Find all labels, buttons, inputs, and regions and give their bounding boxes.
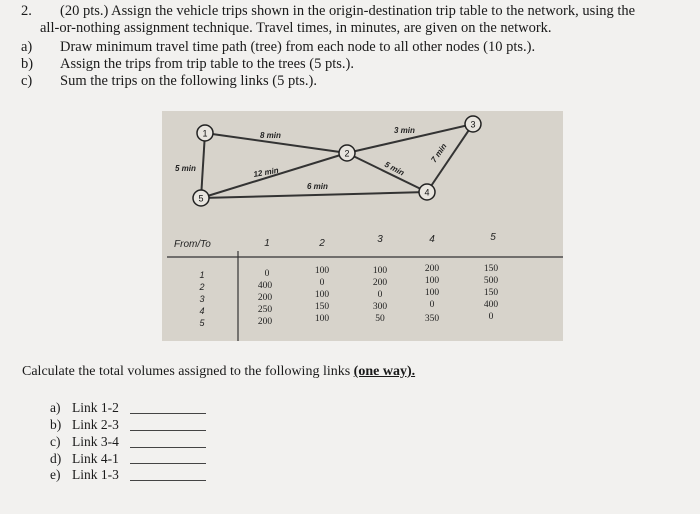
cell-3-1: 200	[257, 293, 273, 303]
node-4	[419, 184, 435, 200]
cell-4-5: 400	[483, 300, 499, 310]
network-diagram	[162, 111, 563, 341]
col-header-5: 5	[490, 232, 496, 243]
calc-emphasis: (one way).	[353, 364, 416, 379]
cell-4-3: 300	[372, 302, 388, 312]
answer-c-blank[interactable]	[130, 447, 206, 448]
part-b-letter: b)	[21, 56, 34, 72]
svg-text:2: 2	[344, 148, 350, 159]
cell-2-3: 200	[372, 278, 388, 288]
answer-b-blank[interactable]	[130, 430, 206, 431]
cell-2-1: 400	[257, 281, 273, 291]
cell-3-5: 150	[483, 288, 499, 298]
cell-4-2: 150	[314, 302, 330, 312]
svg-text:1: 1	[202, 128, 208, 139]
part-b-text: Assign the trips from trip table to the trees (5 pts.).	[60, 56, 354, 72]
cell-4-1: 250	[257, 305, 273, 315]
cell-1-3: 100	[372, 266, 388, 276]
cell-3-4: 100	[424, 288, 440, 298]
part-a-text: Draw minimum travel time path (tree) from each node to all other nodes (10 pts.).	[60, 39, 536, 55]
part-c-letter: c)	[21, 73, 33, 89]
col-header-3: 3	[377, 234, 383, 245]
link-5-4	[201, 192, 427, 198]
cell-1-2: 100	[314, 266, 330, 276]
node-5	[193, 190, 209, 206]
link-label-3-4: 7 min	[429, 141, 449, 165]
node-1	[197, 125, 213, 141]
cell-5-3: 50	[375, 314, 385, 324]
answer-a-blank[interactable]	[130, 413, 206, 414]
answer-e-text: Link 1-3	[72, 467, 119, 482]
cell-1-5: 150	[483, 264, 499, 274]
cell-1-1: 0	[264, 269, 270, 279]
answer-d-blank[interactable]	[130, 463, 206, 464]
link-label-2-4: 5 min	[383, 159, 406, 178]
cell-5-2: 100	[314, 314, 330, 324]
part-a-letter: a)	[21, 39, 33, 55]
cell-3-3: 0	[377, 290, 383, 300]
row-header-2: 2	[199, 282, 205, 292]
cell-1-4: 200	[424, 264, 440, 274]
link-label-2-3: 3 min	[394, 126, 415, 135]
cell-5-1: 200	[257, 317, 273, 327]
network-figure	[162, 111, 563, 341]
link-label-1-2: 8 min	[260, 131, 281, 140]
answer-b-letter: b)	[50, 417, 62, 432]
cell-3-2: 100	[314, 290, 330, 300]
answer-d-text: Link 4-1	[72, 451, 119, 466]
col-header-1: 1	[264, 238, 270, 249]
calc-prefix: Calculate the total volumes assigned to the following links	[22, 364, 354, 379]
row-header-1: 1	[199, 270, 205, 280]
cell-5-4: 350	[424, 314, 440, 324]
link-label-5-4: 6 min	[307, 182, 328, 191]
link-label-1-5: 5 min	[175, 164, 196, 173]
trip-table	[167, 232, 563, 341]
cell-4-4: 0	[429, 300, 435, 310]
answer-c-text: Link 3-4	[72, 434, 119, 449]
answer-d-letter: d)	[50, 451, 62, 466]
part-c-text: Sum the trips on the following links (5 pts.).	[60, 73, 317, 89]
row-header-4: 4	[199, 306, 205, 316]
answer-e-blank[interactable]	[130, 480, 206, 481]
cell-2-5: 500	[483, 276, 499, 286]
svg-text:4: 4	[424, 187, 430, 198]
problem-intro-line2: all-or-nothing assignment technique. Travel times, in minutes, are given on the network.	[40, 20, 552, 36]
row-header-3: 3	[199, 294, 205, 304]
svg-text:3: 3	[470, 119, 476, 130]
problem-intro-line1: (20 pts.) Assign the vehicle trips shown in the origin-destination trip table to the network, using the	[60, 3, 636, 19]
answer-e-letter: e)	[50, 467, 61, 482]
cell-2-2: 0	[319, 278, 325, 288]
answer-b-text: Link 2-3	[72, 417, 119, 432]
cell-2-4: 100	[424, 276, 440, 286]
col-header-4: 4	[429, 234, 435, 245]
cell-5-5: 0	[488, 312, 494, 322]
link-label-5-2: 12 min	[252, 165, 280, 179]
row-header-5: 5	[199, 318, 205, 328]
svg-text:5: 5	[198, 193, 204, 204]
node-3	[465, 116, 481, 132]
answer-a-letter: a)	[50, 400, 61, 415]
problem-number: 2.	[21, 3, 32, 19]
answer-a-text: Link 1-2	[72, 400, 119, 415]
link-1-5	[201, 133, 205, 198]
table-corner: From/To	[174, 239, 211, 250]
col-header-2: 2	[319, 238, 325, 249]
answer-c-letter: c)	[50, 434, 61, 449]
node-2	[339, 145, 355, 161]
calc-instruction	[22, 363, 415, 380]
